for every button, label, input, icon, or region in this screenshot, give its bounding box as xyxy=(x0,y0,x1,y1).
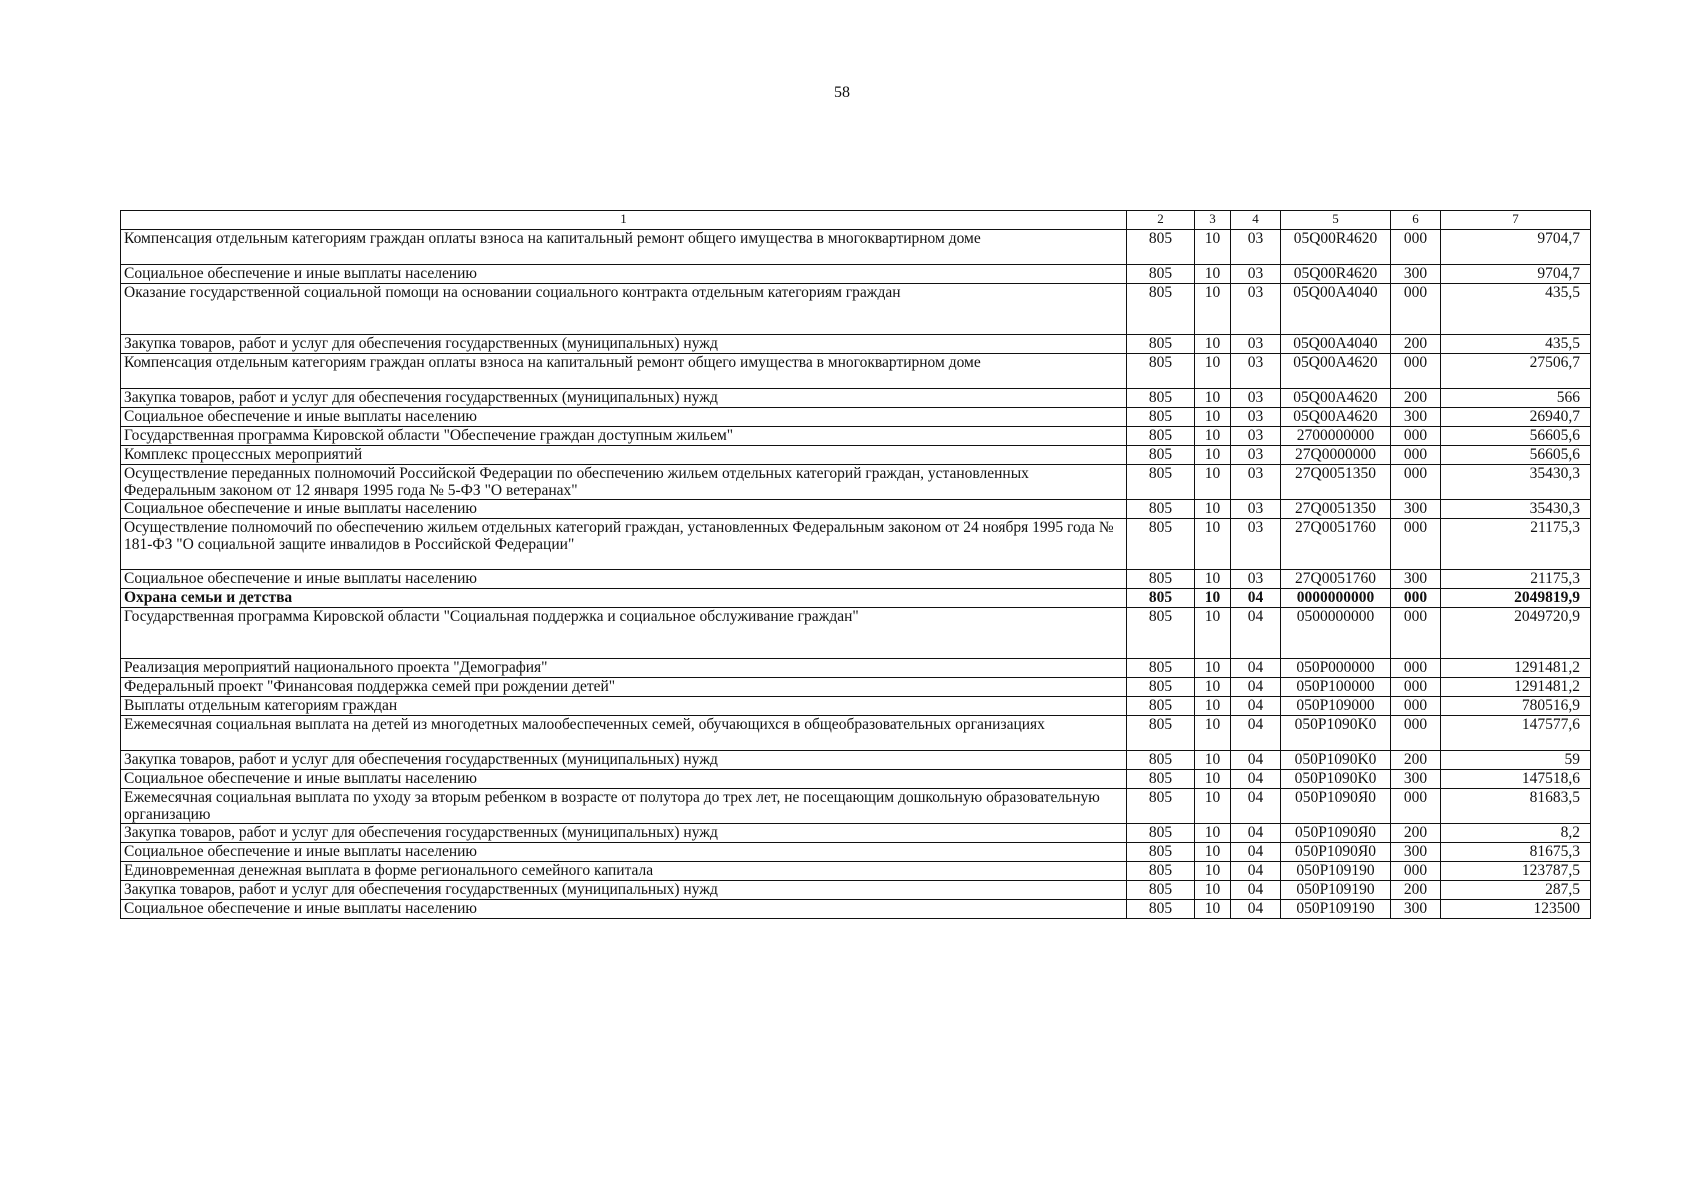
cell-subsection: 03 xyxy=(1231,354,1281,389)
cell-subsection: 04 xyxy=(1231,789,1281,824)
cell-expense-type: 000 xyxy=(1391,589,1441,608)
cell-expense-type: 200 xyxy=(1391,335,1441,354)
cell-expense-type: 000 xyxy=(1391,608,1441,659)
cell-amount: 8,2 xyxy=(1441,824,1591,843)
table-row xyxy=(121,500,1591,519)
cell-description: Компенсация отдельным категориям граждан оплаты взноса на капитальный ремонт общего имущества в многоквартирном доме xyxy=(121,230,1127,265)
cell-target-article: 05Q00A4040 xyxy=(1281,284,1391,335)
cell-target-article: 050P1090K0 xyxy=(1281,716,1391,751)
cell-target-article: 27Q0051760 xyxy=(1281,570,1391,589)
cell-subsection: 03 xyxy=(1231,519,1281,570)
cell-expense-type: 000 xyxy=(1391,230,1441,265)
cell-expense-type: 000 xyxy=(1391,862,1441,881)
page-number: 58 xyxy=(834,84,850,101)
cell-target-article: 05Q00R4620 xyxy=(1281,265,1391,284)
cell-ministry-code: 805 xyxy=(1127,659,1195,678)
cell-amount: 147518,6 xyxy=(1441,770,1591,789)
cell-section: 10 xyxy=(1195,843,1231,862)
cell-section: 10 xyxy=(1195,500,1231,519)
cell-target-article: 050P109000 xyxy=(1281,697,1391,716)
header-col-5: 5 xyxy=(1281,211,1391,230)
table-row xyxy=(121,354,1591,389)
cell-section: 10 xyxy=(1195,446,1231,465)
cell-amount: 35430,3 xyxy=(1441,500,1591,519)
cell-description: Закупка товаров, работ и услуг для обеспечения государственных (муниципальных) нужд xyxy=(121,751,1127,770)
table-row xyxy=(121,900,1591,919)
cell-amount: 435,5 xyxy=(1441,335,1591,354)
cell-ministry-code: 805 xyxy=(1127,265,1195,284)
cell-expense-type: 300 xyxy=(1391,770,1441,789)
cell-ministry-code: 805 xyxy=(1127,608,1195,659)
cell-expense-type: 000 xyxy=(1391,789,1441,824)
cell-expense-type: 300 xyxy=(1391,265,1441,284)
cell-target-article: 050P100000 xyxy=(1281,678,1391,697)
cell-ministry-code: 805 xyxy=(1127,697,1195,716)
cell-section: 10 xyxy=(1195,697,1231,716)
table-row xyxy=(121,751,1591,770)
cell-subsection: 03 xyxy=(1231,446,1281,465)
header-col-7: 7 xyxy=(1441,211,1591,230)
cell-section: 10 xyxy=(1195,354,1231,389)
cell-expense-type: 300 xyxy=(1391,500,1441,519)
cell-ministry-code: 805 xyxy=(1127,230,1195,265)
cell-target-article: 050P1090K0 xyxy=(1281,751,1391,770)
table-body xyxy=(121,230,1591,919)
cell-expense-type: 300 xyxy=(1391,408,1441,427)
cell-description: Реализация мероприятий национального проекта "Демография" xyxy=(121,659,1127,678)
cell-section: 10 xyxy=(1195,465,1231,500)
cell-section: 10 xyxy=(1195,900,1231,919)
cell-ministry-code: 805 xyxy=(1127,500,1195,519)
table-row xyxy=(121,284,1591,335)
cell-ministry-code: 805 xyxy=(1127,843,1195,862)
table-row xyxy=(121,843,1591,862)
cell-description: Закупка товаров, работ и услуг для обеспечения государственных (муниципальных) нужд xyxy=(121,389,1127,408)
table-row xyxy=(121,881,1591,900)
table-row xyxy=(121,678,1591,697)
cell-amount: 287,5 xyxy=(1441,881,1591,900)
cell-description: Социальное обеспечение и иные выплаты населению xyxy=(121,843,1127,862)
table-row xyxy=(121,770,1591,789)
cell-ministry-code: 805 xyxy=(1127,335,1195,354)
cell-expense-type: 200 xyxy=(1391,824,1441,843)
cell-ministry-code: 805 xyxy=(1127,678,1195,697)
table-row xyxy=(121,608,1591,659)
cell-target-article: 05Q00A4620 xyxy=(1281,408,1391,427)
cell-amount: 9704,7 xyxy=(1441,230,1591,265)
table-row xyxy=(121,824,1591,843)
cell-target-article: 050P1090K0 xyxy=(1281,770,1391,789)
cell-expense-type: 200 xyxy=(1391,751,1441,770)
table-row xyxy=(121,519,1591,570)
cell-section: 10 xyxy=(1195,608,1231,659)
cell-expense-type: 000 xyxy=(1391,678,1441,697)
cell-expense-type: 000 xyxy=(1391,697,1441,716)
cell-amount: 123787,5 xyxy=(1441,862,1591,881)
cell-amount: 2049720,9 xyxy=(1441,608,1591,659)
cell-target-article: 050P109190 xyxy=(1281,900,1391,919)
cell-target-article: 27Q0051760 xyxy=(1281,519,1391,570)
budget-table xyxy=(120,210,1591,919)
cell-amount: 780516,9 xyxy=(1441,697,1591,716)
cell-amount: 435,5 xyxy=(1441,284,1591,335)
cell-description: Социальное обеспечение и иные выплаты населению xyxy=(121,770,1127,789)
cell-section: 10 xyxy=(1195,427,1231,446)
cell-amount: 59 xyxy=(1441,751,1591,770)
cell-subsection: 04 xyxy=(1231,589,1281,608)
cell-description: Государственная программа Кировской области "Социальная поддержка и социальное обслуживание граждан" xyxy=(121,608,1127,659)
cell-description: Осуществление полномочий по обеспечению жильем отдельных категорий граждан, установленных Федеральным законом от 24 ноября 1995 года № 181-ФЗ "О социальной защите инвалидов в Российской Федерации" xyxy=(121,519,1127,570)
cell-target-article: 050P1090Я0 xyxy=(1281,824,1391,843)
cell-amount: 35430,3 xyxy=(1441,465,1591,500)
cell-amount: 81683,5 xyxy=(1441,789,1591,824)
cell-section: 10 xyxy=(1195,389,1231,408)
cell-subsection: 04 xyxy=(1231,843,1281,862)
cell-ministry-code: 805 xyxy=(1127,751,1195,770)
table-row xyxy=(121,789,1591,824)
cell-target-article: 050P109190 xyxy=(1281,862,1391,881)
cell-subsection: 04 xyxy=(1231,770,1281,789)
cell-subsection: 04 xyxy=(1231,659,1281,678)
cell-section: 10 xyxy=(1195,824,1231,843)
cell-section: 10 xyxy=(1195,589,1231,608)
table-row xyxy=(121,427,1591,446)
cell-section: 10 xyxy=(1195,678,1231,697)
cell-description: Социальное обеспечение и иные выплаты населению xyxy=(121,900,1127,919)
cell-target-article: 05Q00A4620 xyxy=(1281,354,1391,389)
table-row xyxy=(121,570,1591,589)
cell-amount: 2049819,9 xyxy=(1441,589,1591,608)
cell-description: Охрана семьи и детства xyxy=(121,589,1127,608)
cell-description: Ежемесячная социальная выплата по уходу за вторым ребенком в возрасте от полутора до трех лет, не посещающим дошкольную образовательную организацию xyxy=(121,789,1127,824)
cell-target-article: 27Q0000000 xyxy=(1281,446,1391,465)
cell-amount: 1291481,2 xyxy=(1441,678,1591,697)
cell-amount: 147577,6 xyxy=(1441,716,1591,751)
table-row xyxy=(121,697,1591,716)
cell-section: 10 xyxy=(1195,519,1231,570)
header-col-3: 3 xyxy=(1195,211,1231,230)
cell-target-article: 05Q00R4620 xyxy=(1281,230,1391,265)
cell-target-article: 0000000000 xyxy=(1281,589,1391,608)
cell-ministry-code: 805 xyxy=(1127,284,1195,335)
table-row xyxy=(121,862,1591,881)
cell-expense-type: 000 xyxy=(1391,659,1441,678)
cell-expense-type: 200 xyxy=(1391,389,1441,408)
cell-ministry-code: 805 xyxy=(1127,824,1195,843)
cell-ministry-code: 805 xyxy=(1127,589,1195,608)
cell-subsection: 03 xyxy=(1231,570,1281,589)
cell-subsection: 03 xyxy=(1231,389,1281,408)
cell-target-article: 05Q00A4040 xyxy=(1281,335,1391,354)
cell-section: 10 xyxy=(1195,284,1231,335)
table-row xyxy=(121,389,1591,408)
cell-amount: 123500 xyxy=(1441,900,1591,919)
cell-ministry-code: 805 xyxy=(1127,900,1195,919)
cell-subsection: 03 xyxy=(1231,230,1281,265)
cell-expense-type: 000 xyxy=(1391,427,1441,446)
cell-expense-type: 000 xyxy=(1391,465,1441,500)
cell-subsection: 03 xyxy=(1231,465,1281,500)
table-row xyxy=(121,659,1591,678)
header-col-1: 1 xyxy=(121,211,1127,230)
cell-description: Закупка товаров, работ и услуг для обеспечения государственных (муниципальных) нужд xyxy=(121,824,1127,843)
cell-subsection: 04 xyxy=(1231,678,1281,697)
cell-expense-type: 000 xyxy=(1391,446,1441,465)
cell-section: 10 xyxy=(1195,265,1231,284)
header-col-2: 2 xyxy=(1127,211,1195,230)
cell-ministry-code: 805 xyxy=(1127,716,1195,751)
cell-description: Социальное обеспечение и иные выплаты населению xyxy=(121,265,1127,284)
cell-description: Государственная программа Кировской области "Обеспечение граждан доступным жильем" xyxy=(121,427,1127,446)
cell-expense-type: 300 xyxy=(1391,900,1441,919)
cell-section: 10 xyxy=(1195,881,1231,900)
cell-description: Федеральный проект "Финансовая поддержка семей при рождении детей" xyxy=(121,678,1127,697)
cell-amount: 81675,3 xyxy=(1441,843,1591,862)
cell-ministry-code: 805 xyxy=(1127,446,1195,465)
table-row xyxy=(121,446,1591,465)
table-row xyxy=(121,589,1591,608)
cell-description: Ежемесячная социальная выплата на детей из многодетных малообеспеченных семей, обучающихся в общеобразовательных организациях xyxy=(121,716,1127,751)
cell-ministry-code: 805 xyxy=(1127,770,1195,789)
table-row xyxy=(121,230,1591,265)
cell-amount: 26940,7 xyxy=(1441,408,1591,427)
cell-target-article: 050P1090Я0 xyxy=(1281,789,1391,824)
cell-subsection: 03 xyxy=(1231,265,1281,284)
cell-amount: 566 xyxy=(1441,389,1591,408)
cell-target-article: 050P1090Я0 xyxy=(1281,843,1391,862)
header-row xyxy=(121,211,1591,230)
cell-expense-type: 000 xyxy=(1391,284,1441,335)
cell-section: 10 xyxy=(1195,408,1231,427)
cell-subsection: 03 xyxy=(1231,427,1281,446)
cell-amount: 21175,3 xyxy=(1441,570,1591,589)
cell-expense-type: 000 xyxy=(1391,519,1441,570)
cell-description: Социальное обеспечение и иные выплаты населению xyxy=(121,500,1127,519)
cell-expense-type: 000 xyxy=(1391,716,1441,751)
cell-ministry-code: 805 xyxy=(1127,881,1195,900)
cell-section: 10 xyxy=(1195,770,1231,789)
cell-ministry-code: 805 xyxy=(1127,862,1195,881)
cell-amount: 21175,3 xyxy=(1441,519,1591,570)
cell-amount: 1291481,2 xyxy=(1441,659,1591,678)
cell-description: Компенсация отдельным категориям граждан оплаты взноса на капитальный ремонт общего имущества в многоквартирном доме xyxy=(121,354,1127,389)
cell-subsection: 04 xyxy=(1231,900,1281,919)
cell-ministry-code: 805 xyxy=(1127,519,1195,570)
cell-subsection: 03 xyxy=(1231,500,1281,519)
cell-section: 10 xyxy=(1195,570,1231,589)
cell-amount: 27506,7 xyxy=(1441,354,1591,389)
cell-subsection: 04 xyxy=(1231,697,1281,716)
cell-subsection: 03 xyxy=(1231,408,1281,427)
cell-ministry-code: 805 xyxy=(1127,408,1195,427)
cell-subsection: 04 xyxy=(1231,608,1281,659)
cell-ministry-code: 805 xyxy=(1127,789,1195,824)
cell-amount: 9704,7 xyxy=(1441,265,1591,284)
cell-description: Единовременная денежная выплата в форме регионального семейного капитала xyxy=(121,862,1127,881)
cell-expense-type: 300 xyxy=(1391,570,1441,589)
cell-description: Оказание государственной социальной помощи на основании социального контракта отдельным категориям граждан xyxy=(121,284,1127,335)
cell-section: 10 xyxy=(1195,862,1231,881)
header-col-6: 6 xyxy=(1391,211,1441,230)
cell-target-article: 050P000000 xyxy=(1281,659,1391,678)
cell-amount: 56605,6 xyxy=(1441,427,1591,446)
cell-description: Осуществление переданных полномочий Российской Федерации по обеспечению жильем отдельных категорий граждан, установленных Федеральным законом от 12 января 1995 года № 5-ФЗ "О ветеранах" xyxy=(121,465,1127,500)
cell-subsection: 04 xyxy=(1231,751,1281,770)
cell-subsection: 04 xyxy=(1231,862,1281,881)
cell-ministry-code: 805 xyxy=(1127,465,1195,500)
cell-target-article: 2700000000 xyxy=(1281,427,1391,446)
cell-section: 10 xyxy=(1195,716,1231,751)
cell-amount: 56605,6 xyxy=(1441,446,1591,465)
cell-target-article: 0500000000 xyxy=(1281,608,1391,659)
cell-description: Социальное обеспечение и иные выплаты населению xyxy=(121,408,1127,427)
cell-target-article: 27Q0051350 xyxy=(1281,465,1391,500)
cell-subsection: 04 xyxy=(1231,716,1281,751)
header-col-4: 4 xyxy=(1231,211,1281,230)
table-row xyxy=(121,408,1591,427)
cell-description: Социальное обеспечение и иные выплаты населению xyxy=(121,570,1127,589)
cell-subsection: 04 xyxy=(1231,824,1281,843)
cell-section: 10 xyxy=(1195,335,1231,354)
cell-target-article: 27Q0051350 xyxy=(1281,500,1391,519)
cell-expense-type: 300 xyxy=(1391,843,1441,862)
cell-description: Закупка товаров, работ и услуг для обеспечения государственных (муниципальных) нужд xyxy=(121,335,1127,354)
cell-description: Выплаты отдельным категориям граждан xyxy=(121,697,1127,716)
cell-ministry-code: 805 xyxy=(1127,389,1195,408)
cell-section: 10 xyxy=(1195,751,1231,770)
cell-description: Закупка товаров, работ и услуг для обеспечения государственных (муниципальных) нужд xyxy=(121,881,1127,900)
table-row xyxy=(121,716,1591,751)
cell-description: Комплекс процессных мероприятий xyxy=(121,446,1127,465)
cell-ministry-code: 805 xyxy=(1127,427,1195,446)
cell-section: 10 xyxy=(1195,230,1231,265)
table-row xyxy=(121,265,1591,284)
table-row xyxy=(121,335,1591,354)
cell-ministry-code: 805 xyxy=(1127,570,1195,589)
cell-subsection: 03 xyxy=(1231,335,1281,354)
cell-subsection: 03 xyxy=(1231,284,1281,335)
cell-target-article: 05Q00A4620 xyxy=(1281,389,1391,408)
cell-section: 10 xyxy=(1195,789,1231,824)
table-row xyxy=(121,465,1591,500)
cell-subsection: 04 xyxy=(1231,881,1281,900)
cell-expense-type: 000 xyxy=(1391,354,1441,389)
cell-section: 10 xyxy=(1195,659,1231,678)
cell-ministry-code: 805 xyxy=(1127,354,1195,389)
cell-target-article: 050P109190 xyxy=(1281,881,1391,900)
cell-expense-type: 200 xyxy=(1391,881,1441,900)
